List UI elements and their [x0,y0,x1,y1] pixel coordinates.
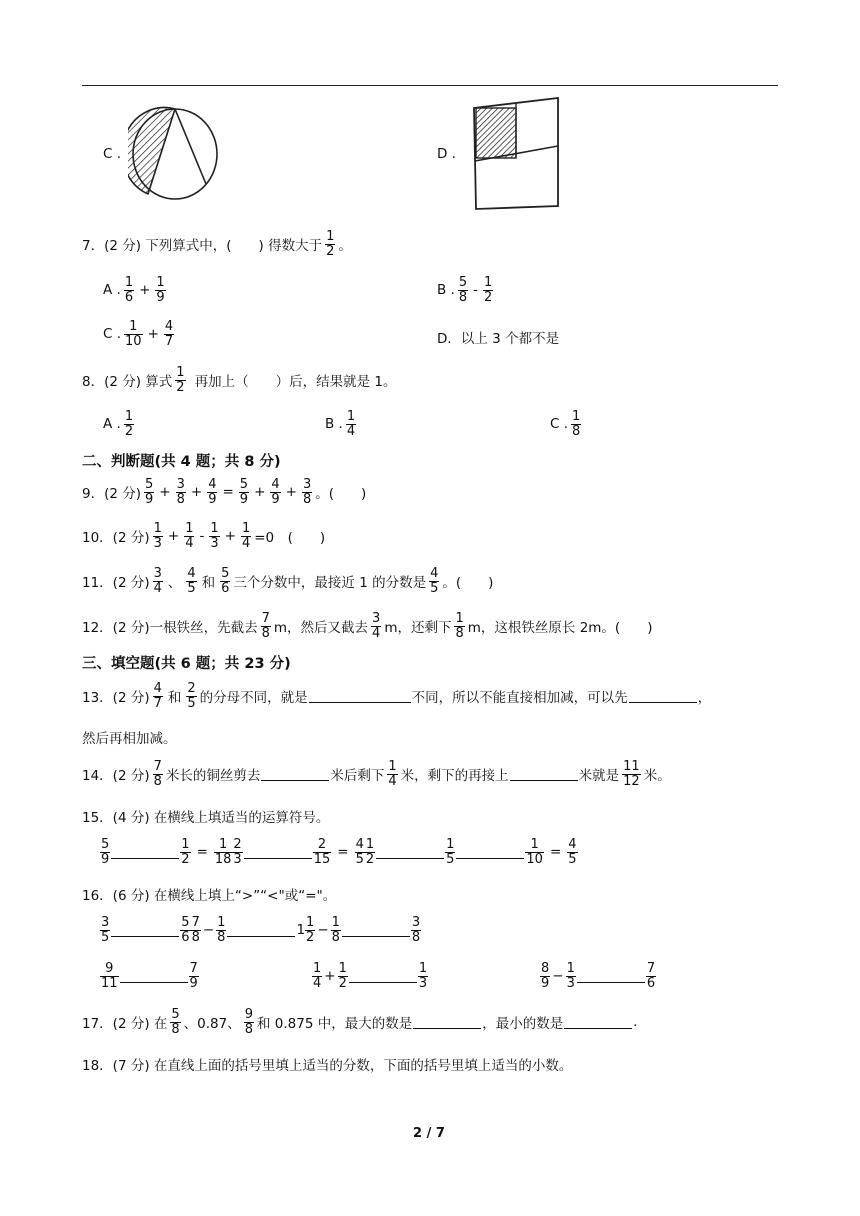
numerator: 4 [164,319,174,334]
q8-option-b [325,410,359,438]
fraction [207,478,217,506]
denominator: 7 [164,333,174,349]
numerator: 3 [411,915,421,930]
text-fragment: 一根铁丝，先截去 [149,620,258,637]
text-fragment: 8．(2 分) 算式 [82,374,173,391]
denominator: 9 [189,975,198,991]
text-fragment: + [324,968,336,985]
denominator: 2 [338,975,347,991]
numerator: 1 [313,961,322,976]
text-fragment: 和 [201,575,216,592]
fraction [100,838,110,866]
text-fragment: = [222,484,234,501]
numerator: 9 [105,961,114,976]
text-fragment: . [633,1014,638,1031]
numerator: 4 [187,566,196,581]
text-fragment: 米长的铜丝剪去 [165,768,261,785]
header-rule [82,85,778,86]
numerator: 4 [153,681,162,696]
numerator: 1 [153,521,162,536]
numerator: 1 [455,611,464,626]
q16-blank-4[interactable] [120,982,188,983]
q15-expression [100,838,578,866]
q16-blank-3[interactable] [342,936,410,937]
fraction [622,760,641,788]
q6-option-c-circle-figure [128,104,222,204]
denominator: 7 [153,695,162,711]
numerator: 8 [541,961,550,976]
fraction [209,522,219,550]
q14-blank-1[interactable] [261,768,329,781]
denominator: 5 [355,851,364,867]
numerator: 4 [430,566,439,581]
q15-blank-3[interactable] [376,858,444,859]
fraction [100,916,110,944]
fraction [124,276,134,304]
numerator: 2 [233,837,242,852]
denominator: 5 [187,695,196,711]
q8-stem [82,366,396,394]
q16-row-2-right [540,962,656,990]
text-fragment: 。 [338,238,352,255]
fraction [646,962,656,990]
text-fragment: 14．(2 分) [82,768,150,785]
fraction [170,1008,180,1036]
numerator: 1 [572,409,581,424]
numerator: 4 [355,837,364,852]
fraction [418,962,428,990]
fraction [186,682,196,710]
q16-row-2-middle [312,962,428,990]
q16-row-2-left [100,962,199,990]
denominator: 9 [145,491,154,507]
text-fragment: + [285,484,297,501]
text-fragment: 1 [296,922,306,939]
q16-blank-1[interactable] [111,936,179,937]
numerator: 5 [458,275,468,290]
fraction [216,916,226,944]
denominator: 2 [181,851,190,867]
q17 [82,1008,638,1036]
fraction [220,567,230,595]
denominator: 6 [221,580,230,596]
text-fragment: 和 0.875 中，最大的数是 [257,1016,413,1033]
fraction [261,612,271,640]
fraction [155,276,165,304]
fraction [387,760,397,788]
numerator: 3 [153,566,162,581]
numerator: 1 [185,521,194,536]
denominator: 4 [313,975,322,991]
denominator: 9 [101,851,110,867]
text-fragment: 的分母不同，就是 [199,690,308,707]
denominator: 4 [388,773,397,789]
text-fragment: − [202,922,215,939]
denominator: 2 [306,929,315,945]
denominator: 4 [372,625,381,641]
numerator: 2 [317,837,327,852]
numerator: 5 [171,1007,180,1022]
fraction [338,962,348,990]
q15-blank-2[interactable] [244,858,312,859]
numerator: 1 [484,275,493,290]
text-fragment: 9．(2 分) [82,486,142,503]
text-fragment: 再加上（ ）后，结果就是 1。 [194,374,397,391]
fraction [186,567,196,595]
q8-option-a [103,410,137,438]
text-fragment: ，最小的数是 [482,1016,564,1033]
fraction [571,410,581,438]
text-fragment: + [190,484,203,501]
numerator: 4 [208,477,217,492]
fraction [164,320,174,348]
text-fragment: 10．(2 分) [82,530,150,547]
numerator: 1 [124,275,134,290]
denominator: 2 [484,289,493,305]
denominator: 8 [176,491,185,507]
numerator: 3 [101,915,110,930]
denominator: 5 [187,580,196,596]
page-number: 2 / 7 [413,1126,445,1141]
numerator: 5 [181,915,190,930]
numerator: 1 [210,521,219,536]
denominator: 4 [346,423,356,439]
denominator: 3 [566,975,575,991]
fraction [270,478,280,506]
q7-stem [82,230,352,258]
fraction [429,567,439,595]
numerator: 1 [326,229,335,244]
denominator: 10 [125,333,142,349]
text-fragment: 和 [167,690,182,707]
text-fragment: m，还剩下 [384,620,452,637]
text-fragment: 12．(2 分) [82,620,150,637]
numerator: 2 [187,681,196,696]
q9 [82,478,366,506]
denominator: 5 [568,851,577,867]
fraction [184,522,194,550]
numerator: 1 [418,961,428,976]
section-judgement-heading: 二、判断题(共 4 题；共 8 分) [82,454,281,470]
text-fragment: 三个分数中，最接近 1 的分数是 [233,575,427,592]
numerator: 1 [346,409,356,424]
fraction [153,760,163,788]
fraction [176,478,186,506]
q15-blank-4[interactable] [456,858,524,859]
text-fragment: − [317,922,329,939]
numerator: 11 [623,759,640,774]
denominator: 9 [271,491,280,507]
numerator: 1 [365,837,375,852]
text-fragment: = [337,844,349,861]
fraction [483,276,493,304]
text-fragment: 。( ) [442,575,494,592]
denominator: 15 [313,851,331,867]
q7-option-a [103,276,169,304]
denominator: 6 [124,289,134,305]
fraction [244,1008,254,1036]
numerator: 7 [261,611,270,626]
text-fragment: A . [103,282,121,299]
denominator: 8 [572,423,581,439]
denominator: 3 [233,851,242,867]
numerator: 7 [191,915,200,930]
numerator: 7 [153,759,162,774]
denominator: 3 [418,975,428,991]
text-fragment: + [139,282,151,299]
denominator: 2 [124,423,134,439]
section-fill-heading: 三、填空题(共 6 题；共 23 分) [82,656,291,672]
fraction [525,838,544,866]
numerator: 5 [101,837,110,852]
numerator: 1 [446,837,455,852]
numerator: 1 [124,409,134,424]
numerator: 1 [217,915,226,930]
fraction [124,320,143,348]
fraction [232,838,242,866]
fraction [153,682,163,710]
text-fragment: A . [103,416,121,433]
text-fragment: + [147,326,159,343]
q10 [82,522,325,550]
denominator: 2 [176,379,185,395]
denominator: 12 [623,773,640,789]
denominator: 9 [541,975,550,991]
numerator: 1 [388,759,397,774]
text-fragment: + [167,528,180,545]
text-fragment: B . [437,282,455,299]
fraction [239,478,249,506]
q6-option-d-label: D . [437,146,456,162]
q12 [82,612,652,640]
fraction [180,916,190,944]
fraction [124,410,134,438]
numerator: 5 [239,477,249,492]
numerator: 7 [646,961,656,976]
q7-option-b [437,276,496,304]
denominator: 8 [458,289,468,305]
numerator: 4 [568,837,577,852]
numerator: 3 [372,611,381,626]
fraction [566,962,576,990]
text-fragment: 米后剩下 [330,768,385,785]
text-fragment: B . [325,416,343,433]
denominator: 10 [526,851,543,867]
fraction [355,838,365,866]
text-fragment: 11．(2 分) [82,575,150,592]
q14 [82,760,671,788]
fraction [313,838,332,866]
numerator: 1 [181,837,190,852]
q16-row-1 [100,916,421,944]
numerator: 3 [302,477,312,492]
fraction [144,478,154,506]
denominator: 11 [101,975,118,991]
text-fragment: 、 [167,575,182,592]
text-fragment: C . [550,416,569,433]
q7-option-c [103,320,177,348]
denominator: 8 [261,625,270,641]
q14-blank-2[interactable] [510,768,578,781]
numerator: 1 [566,961,575,976]
text-fragment: 不同，所以不能直接相加减，可以先 [411,690,628,707]
denominator: 2 [365,851,375,867]
q15-stem: 15．(4 分) 在横线上填适当的运算符号。 [82,810,330,826]
numerator: 4 [271,477,280,492]
denominator: 4 [185,535,194,551]
q16-blank-2[interactable] [227,936,295,937]
denominator: 6 [646,975,656,991]
q7-stem-text: 7．(2 分) 下列算式中，( ) 得数大于 [82,238,323,255]
q16-blank-5[interactable] [349,982,417,983]
text-fragment: 13．(2 分) [82,690,150,707]
denominator: 3 [210,535,219,551]
denominator: 5 [430,580,439,596]
text-fragment: 。( ) [315,486,367,503]
fraction [540,962,550,990]
text-fragment: 17．(2 分) 在 [82,1016,168,1033]
text-fragment: - [473,282,479,299]
q6-option-d-rect-figure [470,96,562,212]
fraction [191,916,201,944]
numerator: 5 [145,477,154,492]
numerator: 1 [306,915,315,930]
q13-line2: 然后再相加减。 [82,731,177,747]
numerator: 1 [156,275,165,290]
denominator: 9 [239,491,249,507]
numerator: 5 [221,566,230,581]
denominator: 8 [171,1021,180,1037]
denominator: 2 [326,243,335,259]
q16-stem: 16．(6 分) 在横线上填上“>”“<"或“="。 [82,888,337,904]
denominator: 8 [455,625,464,641]
denominator: 6 [181,929,190,945]
denominator: 8 [153,773,162,789]
denominator: 8 [191,929,200,945]
numerator: 1 [176,365,185,380]
denominator: 9 [208,491,217,507]
fraction [458,276,468,304]
q13-blank-1[interactable] [309,690,411,703]
q8-option-c [550,410,584,438]
text-fragment: m，然后又截去 [273,620,369,637]
denominator: 4 [241,535,251,551]
numerator: 1 [219,837,228,852]
q17-blank-2[interactable] [564,1016,632,1029]
fraction [189,962,199,990]
q7-option-d: D．以上 3 个都不是 [437,331,560,347]
numerator: 1 [241,521,251,536]
denominator: 3 [153,535,162,551]
fraction [312,962,322,990]
text-fragment: = [549,844,562,861]
q8-half-fraction [175,366,185,394]
fraction [180,838,190,866]
fraction [365,838,375,866]
text-fragment: 米。 [643,768,671,785]
numerator: 1 [338,961,347,976]
numerator: 3 [176,477,185,492]
text-fragment: + [159,484,171,501]
fraction [153,567,163,595]
fraction [411,916,421,944]
text-fragment: =0 ( ) [254,530,326,547]
q18: 18．(7 分) 在直线上面的括号里填上适当的分数，下面的括号里填上适当的小数。 [82,1058,573,1074]
denominator: 5 [446,851,455,867]
fraction [153,522,163,550]
numerator: 1 [129,319,138,334]
fraction [100,962,119,990]
denominator: 4 [153,580,162,596]
fraction [454,612,464,640]
denominator: 8 [411,929,421,945]
q16-blank-6[interactable] [577,982,645,983]
fraction [567,838,577,866]
fraction [302,478,312,506]
text-fragment: ， [697,690,712,707]
text-fragment: m，这根铁丝原长 2m。( ) [467,620,653,637]
fraction [305,916,315,944]
text-fragment: 米，剩下的再接上 [400,768,509,785]
denominator: 8 [217,929,226,945]
denominator: 8 [302,491,312,507]
q17-blank-1[interactable] [413,1016,481,1029]
q13-blank-2[interactable] [629,690,697,703]
numerator: 1 [331,915,340,930]
text-fragment: + [224,528,236,545]
denominator: 9 [156,289,165,305]
text-fragment: − [552,968,564,985]
text-fragment: + [254,484,266,501]
q11 [82,567,493,595]
fraction [331,916,341,944]
text-fragment: = [196,844,208,861]
numerator: 7 [189,961,198,976]
fraction [241,522,251,550]
denominator: 8 [244,1021,254,1037]
text-fragment: 米就是 [578,768,620,785]
denominator: 8 [331,929,340,945]
fraction [445,838,455,866]
text-fragment: - [199,528,205,545]
q15-blank-1[interactable] [111,858,179,859]
q6-option-c-label: C . [103,146,122,162]
q13 [82,682,711,710]
fraction [346,410,356,438]
text-fragment: 、0.87、 [183,1016,241,1033]
denominator: 18 [214,851,232,867]
text-fragment: C . [103,326,122,343]
fraction [371,612,381,640]
fraction [214,838,233,866]
q7-half-fraction [325,230,335,258]
numerator: 1 [530,837,539,852]
numerator: 9 [244,1007,254,1022]
denominator: 5 [101,929,110,945]
